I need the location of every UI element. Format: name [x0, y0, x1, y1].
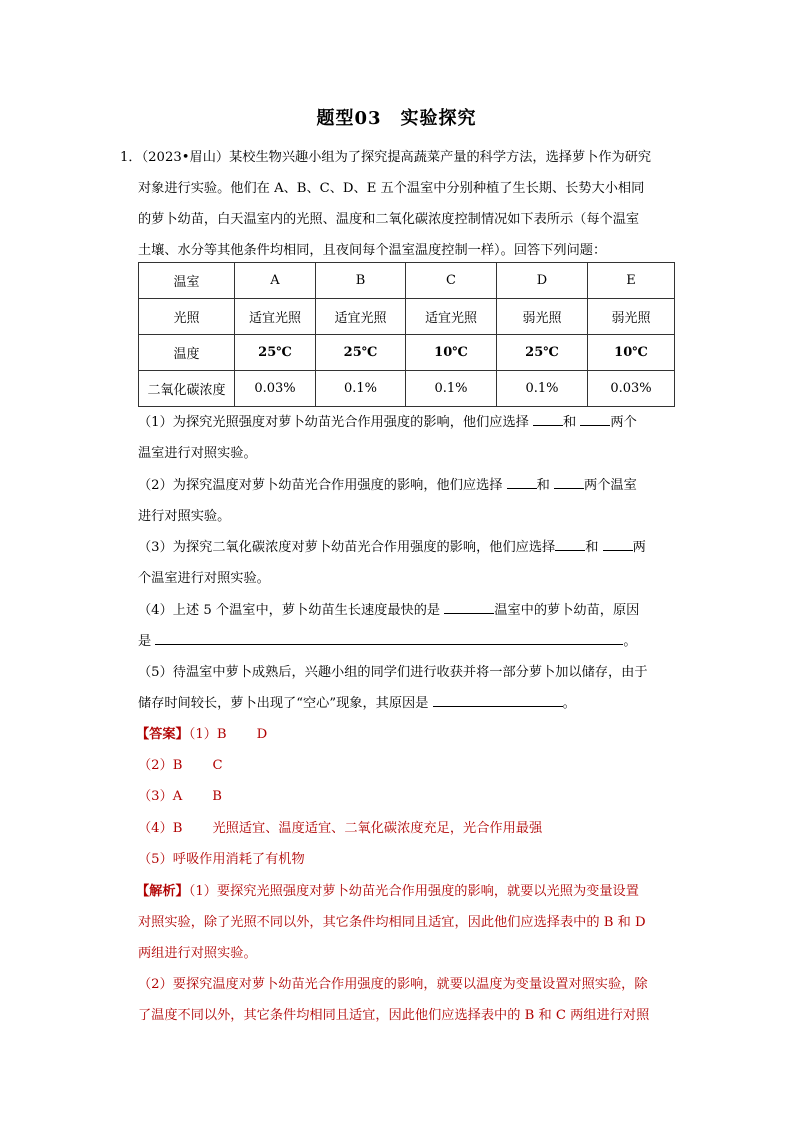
subquestion-4-line-2: [138, 630, 637, 649]
answer-text: D: [256, 727, 268, 742]
subquestion-text: 两个温室: [584, 478, 637, 493]
page-title: 题型03 实验探究: [316, 108, 477, 129]
answer-text: （2）B: [138, 758, 183, 773]
table-cell: C: [406, 263, 497, 299]
table-cell: 温度: [139, 335, 235, 371]
question-intro-line-1: [120, 146, 651, 165]
subquestion-text: 温室中的萝卜幼苗，原因: [494, 603, 640, 618]
table-cell: 10℃: [406, 335, 497, 371]
table-cell: 弱光照: [497, 299, 588, 335]
table-row: [139, 335, 675, 371]
table-cell: 0.1%: [406, 371, 497, 407]
subquestion-2: [138, 474, 637, 493]
answer-text: （1）B: [188, 727, 227, 742]
answer-blank[interactable]: [555, 538, 585, 551]
question-intro-line-4: 土壤、水分等其他条件均相同，且夜间每个温室温度控制一样）。回答下列问题：: [138, 243, 607, 258]
answer-blank[interactable]: [155, 632, 623, 645]
table-cell: 温室: [139, 263, 235, 299]
table-cell: 光照: [139, 299, 235, 335]
question-intro-line-3: 的萝卜幼苗，白天温室内的光照、温度和二氧化碳浓度控制情况如下表所示（每个温室: [138, 212, 640, 227]
subquestion-text: 两: [632, 540, 646, 555]
table-cell: D: [497, 263, 588, 299]
table-cell: 0.1%: [316, 371, 406, 407]
answer-blank[interactable]: [603, 538, 633, 551]
table-cell: 25℃: [316, 335, 406, 371]
subquestion-text: （4）上述 5 个温室中，萝卜幼苗生长速度最快的是: [138, 603, 445, 618]
analysis-label: 【解析】: [136, 884, 189, 899]
intro-text-1: （2023•眉山）某校生物兴趣小组为了探究提高蔬菜产量的科学方法，选择萝卜作为研究: [141, 150, 652, 165]
table-cell: 0.03%: [588, 371, 675, 407]
table-row: [139, 263, 675, 299]
table-cell: 适宜光照: [406, 299, 497, 335]
answer-blank[interactable]: [554, 476, 584, 489]
answer-text: （4）B: [138, 821, 183, 836]
analysis-text: （1）要探究光照强度对萝卜幼苗光合作用强度的影响，就要以光照为变量设置: [188, 884, 639, 899]
answer-text: C: [212, 758, 223, 773]
analysis-line-2: 对照实验，除了光照不同以外，其它条件均相同且适宜，因此他们应选择表中的 B 和 D: [138, 915, 646, 930]
table-cell: A: [235, 263, 316, 299]
answer-line-3: [138, 785, 222, 804]
subquestion-text: 储存时间较长，萝卜出现了“空心”现象，其原因是: [138, 696, 433, 711]
answer-line-4: [138, 817, 542, 836]
subquestion-5: （5）待温室中萝卜成熟后，兴趣小组的同学们进行收获并将一部分萝卜加以储存，由于: [138, 665, 648, 680]
subquestion-text: 两个: [610, 415, 637, 430]
subquestion-text: 和: [536, 478, 555, 493]
table-cell: 0.1%: [497, 371, 588, 407]
table-row: [139, 299, 675, 335]
subquestion-text: 是: [138, 634, 156, 649]
subquestion-text: 。: [623, 634, 637, 649]
question-intro-line-2: 对象进行实验。他们在 A、B、C、D、E 五个温室中分别种植了生长期、长势大小相同: [138, 181, 645, 196]
subquestion-text: （2）为探究温度对萝卜幼苗光合作用强度的影响，他们应选择: [138, 478, 507, 493]
answer-blank[interactable]: [533, 413, 563, 426]
subquestion-text: 和: [585, 540, 603, 555]
answer-text: 光照适宜、温度适宜、二氧化碳浓度充足，光合作用最强: [212, 821, 543, 836]
greenhouse-table: [138, 262, 675, 407]
answer-line-1: [136, 723, 267, 742]
answer-line-5: （5）呼吸作用消耗了有机物: [138, 852, 305, 867]
subquestion-1: [138, 411, 637, 430]
table-cell: 25℃: [497, 335, 588, 371]
table-cell: B: [316, 263, 406, 299]
table-cell: 适宜光照: [235, 299, 316, 335]
subquestion-4: [138, 599, 639, 618]
answer-text: （3）A: [138, 789, 183, 804]
answer-blank[interactable]: [507, 476, 537, 489]
answer-line-2: [138, 754, 223, 773]
table-cell: 0.03%: [235, 371, 316, 407]
table-cell: 10℃: [588, 335, 675, 371]
subquestion-text: （1）为探究光照强度对萝卜幼苗光合作用强度的影响，他们应选择: [138, 415, 534, 430]
analysis-line-5: 了温度不同以外，其它条件均相同且适宜，因此他们应选择表中的 B 和 C 两组进行对照: [138, 1008, 650, 1023]
table-cell: 25℃: [235, 335, 316, 371]
analysis-line-3: 两组进行对照实验。: [138, 946, 257, 961]
subquestion-3-line-2: 个温室进行对照实验。: [138, 571, 270, 586]
subquestion-1-line-2: 温室进行对照实验。: [138, 446, 257, 461]
question-number: 1．: [120, 150, 142, 165]
answer-text: B: [212, 789, 222, 804]
table-cell: 二氧化碳浓度: [139, 371, 235, 407]
analysis-line-1: [136, 880, 639, 899]
answer-blank[interactable]: [433, 694, 563, 707]
answer-blank[interactable]: [444, 601, 494, 614]
subquestion-text: 。: [562, 696, 576, 711]
subquestion-3: [138, 536, 646, 555]
subquestion-text: （3）为探究二氧化碳浓度对萝卜幼苗光合作用强度的影响，他们应选择: [138, 540, 556, 555]
subquestion-2-line-2: 进行对照实验。: [138, 509, 231, 524]
table-cell: 弱光照: [588, 299, 675, 335]
analysis-line-4: （2）要探究温度对萝卜幼苗光合作用强度的影响，就要以温度为变量设置对照实验，除: [138, 977, 648, 992]
answer-blank[interactable]: [580, 413, 610, 426]
subquestion-5-line-2: [138, 692, 576, 711]
answer-label: 【答案】: [136, 727, 189, 742]
table-row: [139, 371, 675, 407]
table-cell: E: [588, 263, 675, 299]
subquestion-text: 和: [563, 415, 581, 430]
table-cell: 适宜光照: [316, 299, 406, 335]
